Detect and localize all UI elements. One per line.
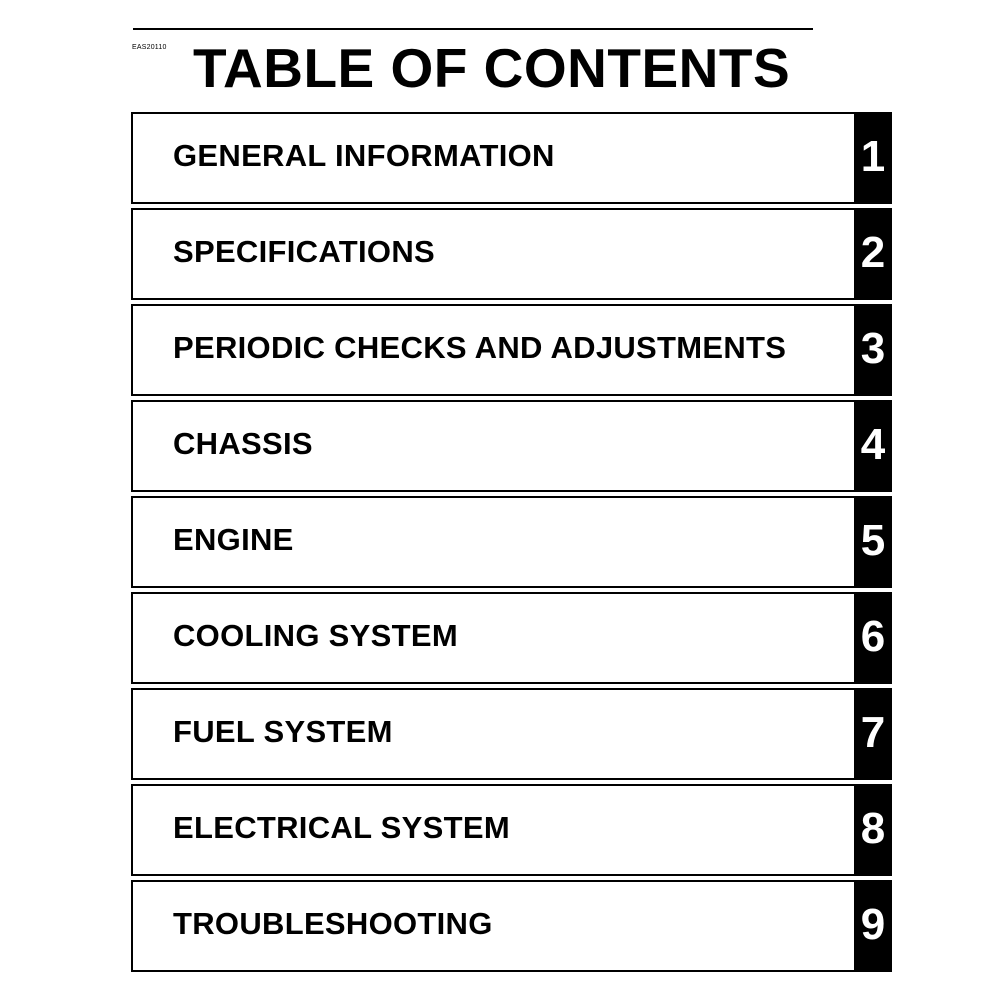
chapter-number: 8 <box>860 804 886 853</box>
toc-item-label: SPECIFICATIONS <box>173 234 435 269</box>
chapter-tab[interactable] <box>854 112 892 204</box>
chapter-number: 9 <box>860 900 886 949</box>
toc-item-label: FUEL SYSTEM <box>173 714 393 749</box>
chapter-tab[interactable] <box>854 784 892 876</box>
chapter-tab[interactable] <box>854 592 892 684</box>
top-rule <box>133 28 813 30</box>
chapter-tab[interactable] <box>854 208 892 300</box>
chapter-number: 5 <box>860 516 886 565</box>
chapter-tab[interactable] <box>854 880 892 972</box>
chapter-number: 2 <box>860 228 886 277</box>
toc-item-label: TROUBLESHOOTING <box>173 906 493 941</box>
page-title: TABLE OF CONTENTS <box>193 37 791 99</box>
chapter-number: 6 <box>860 612 886 661</box>
document-code: EAS20110 <box>132 44 167 51</box>
chapter-number: 7 <box>860 708 886 757</box>
toc-item-label: CHASSIS <box>173 426 313 461</box>
chapter-number: 4 <box>860 420 886 469</box>
toc-list <box>131 112 892 972</box>
chapter-tab[interactable] <box>854 400 892 492</box>
toc-item-fuel-system[interactable] <box>131 688 892 780</box>
toc-item-specifications[interactable] <box>131 208 892 300</box>
toc-item-label: ENGINE <box>173 522 294 557</box>
chapter-tab[interactable] <box>854 496 892 588</box>
toc-item-engine[interactable] <box>131 496 892 588</box>
toc-item-periodic-checks[interactable] <box>131 304 892 396</box>
toc-item-general-information[interactable] <box>131 112 892 204</box>
chapter-tab[interactable] <box>854 304 892 396</box>
toc-item-chassis[interactable] <box>131 400 892 492</box>
toc-item-label: ELECTRICAL SYSTEM <box>173 810 510 845</box>
toc-item-troubleshooting[interactable] <box>131 880 892 972</box>
toc-item-electrical-system[interactable] <box>131 784 892 876</box>
chapter-number: 3 <box>860 324 886 373</box>
toc-item-label: PERIODIC CHECKS AND ADJUSTMENTS <box>173 330 787 365</box>
chapter-tab[interactable] <box>854 688 892 780</box>
toc-item-label: GENERAL INFORMATION <box>173 138 555 173</box>
chapter-number: 1 <box>860 132 886 181</box>
toc-item-label: COOLING SYSTEM <box>173 618 458 653</box>
toc-item-cooling-system[interactable] <box>131 592 892 684</box>
